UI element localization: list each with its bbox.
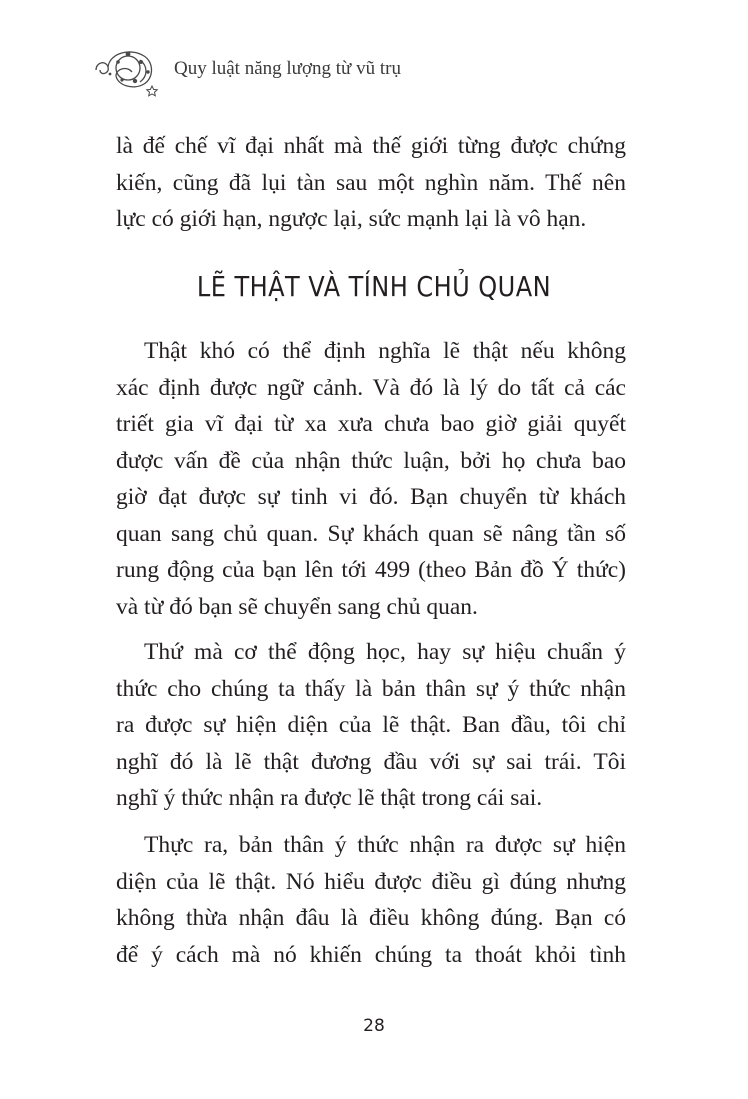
text-line: kiến, cũng đã lụi tàn sau một nghìn năm. Thế nên <box>116 169 626 196</box>
text-line: giờ đạt được sự tinh vi đó. Bạn chuyển từ khách <box>116 484 626 510</box>
text-line: để ý cách mà nó khiến chúng ta thoát khỏi tình <box>116 941 626 968</box>
section-heading: LẼ THẬT VÀ TÍNH CHỦ QUAN <box>196 270 552 303</box>
text-line: là đế chế vĩ đại nhất mà thế giới từng được chứng <box>116 133 626 159</box>
text-line: Thứ mà cơ thể động học, hay sự hiệu chuẩn ý <box>144 639 626 665</box>
text-line: rung động của bạn lên tới 499 (theo Bản đồ Ý thức) <box>116 557 626 583</box>
text-line: quan sang chủ quan. Sự khách quan sẽ nâng tần số <box>116 520 626 547</box>
text-line: không thừa nhận đâu là điều không đúng. Bạn có <box>116 905 626 931</box>
text-line: và từ đó bạn sẽ chuyển sang chủ quan. <box>116 593 478 620</box>
page-number: 28 <box>363 1016 385 1036</box>
text-line: thức cho chúng ta thấy là bản thân sự ý thức nhận <box>116 675 626 702</box>
swirl-star-ornament-icon <box>88 40 168 100</box>
paragraph-1 <box>116 333 626 625</box>
text-line: triết gia vĩ đại từ xa xưa chưa bao giờ giải quyết <box>116 411 626 437</box>
text-line: Thật khó có thể định nghĩa lẽ thật nếu không <box>144 338 626 364</box>
text-line: xác định được ngữ cảnh. Và đó là lý do tất cả các <box>116 374 626 401</box>
text-line: ra được sự hiện diện của lẽ thật. Ban đầu, tôi chỉ <box>116 712 626 738</box>
page-header <box>88 40 648 100</box>
text-line: nghĩ đó là lẽ thật đương đầu với sự sai trái. Tôi <box>116 748 626 775</box>
paragraph-2 <box>116 634 626 817</box>
running-head: Quy luật năng lượng từ vũ trụ <box>174 58 401 79</box>
text-line: Thực ra, bản thân ý thức nhận ra được sự hiện <box>144 832 626 858</box>
text-line: lực có giới hạn, ngược lại, sức mạnh lại là vô hạn. <box>116 206 587 232</box>
text-line: diện của lẽ thật. Nó hiểu được điều gì đúng nhưng <box>116 868 626 895</box>
text-line: được vấn đề của nhận thức luận, bởi họ chưa bao <box>116 447 626 474</box>
paragraph-continuation <box>116 128 626 238</box>
text-line: nghĩ ý thức nhận ra được lẽ thật trong cái sai. <box>116 785 543 811</box>
paragraph-3 <box>116 827 626 973</box>
